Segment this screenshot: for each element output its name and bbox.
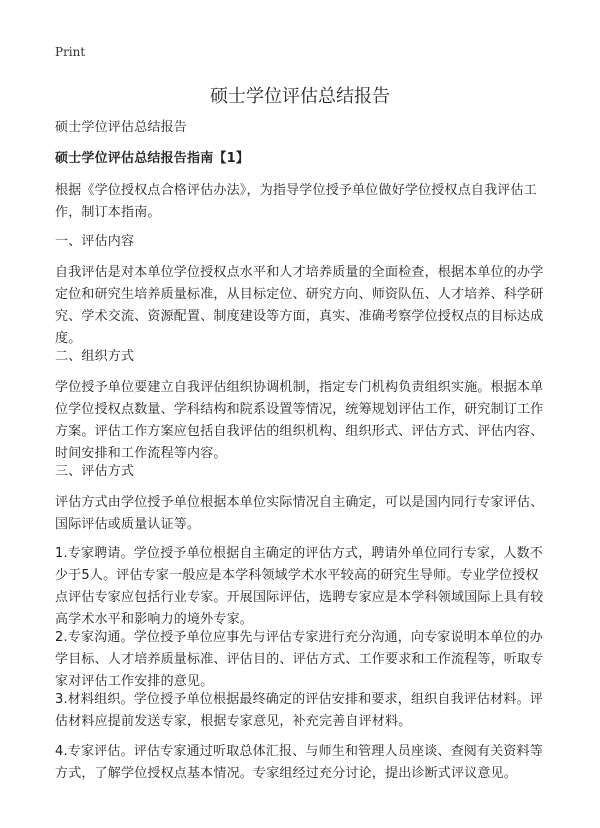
section-heading-organization: 二、组织方式 — [55, 349, 135, 364]
section-heading-content: 一、评估内容 — [55, 234, 135, 249]
section-paragraph-method: 评估方式由学位授予单位根据本单位实际情况自主确定，可以是国内同行专家评估、国际评估或质量认证等。 — [55, 495, 544, 532]
section-heading-method: 三、评估方式 — [55, 464, 135, 479]
page-title: 硕士学位评估总结报告 — [210, 86, 390, 107]
intro-paragraph: 根据《学位授权点合格评估办法》，为指导学位授予单位做好学位授权点自我评估工作，制订本指南。 — [55, 183, 537, 220]
section-paragraph-content: 自我评估是对本单位学位授权点水平和人才培养质量的全面检查，根据本单位的办学定位和研究生培养质量标准，从目标定位、研究方向、师资队伍、人才培养、科学研究、学术交流、资源配置、制度建设等方面，真实、准确考察学位授权点的目标达成度。 — [55, 265, 544, 346]
list-item-material-organization: 3.材料组织。学位授予单位根据最终确定的评估安排和要求，组织自我评估材料。评估材料应提前发送专家，根据专家意见，补充完善自评材料。 — [55, 692, 544, 729]
section-paragraph-organization: 学位授予单位要建立自我评估组织协调机制，指定专门机构负责组织实施。根据本单位学位授权点数量、学科结构和院系设置等情况，统筹规划评估工作，研究制订工作方案。评估工作方案应包括自我评估的组织机构、组织形式、评估方式、评估内容、时间安排和工作流程等内容。 — [55, 380, 544, 461]
guide-heading: 硕士学位评估总结报告指南【1】 — [55, 151, 250, 166]
print-link[interactable]: Print — [55, 45, 86, 59]
list-item-expert-hiring: 1.专家聘请。学位授予单位根据自主确定的评估方式，聘请外单位同行专家，人数不少于5人。评估专家一般应是本学科领域学术水平较高的研究生导师。专业学位授权点评估专家应包括行业专家。开展国际评估，选聘专家应是本学科领域国际上具有较高学术水平和影响力的境外专家。 — [55, 546, 544, 627]
list-item-expert-communication: 2.专家沟通。学位授予单位应事先与评估专家进行充分沟通，向专家说明本单位的办学目标、人才培养质量标准、评估目的、评估方式、工作要求和工作流程等，听取专家对评估工作安排的意见。 — [55, 630, 544, 689]
document-subtitle: 硕士学位评估总结报告 — [55, 120, 188, 135]
list-item-expert-evaluation: 4.专家评估。评估专家通过听取总体汇报、与师生和管理人员座谈、查阅有关资料等方式，了解学位授权点基本情况。专家组经过充分讨论，提出诊断式评议意见。 — [55, 744, 544, 781]
